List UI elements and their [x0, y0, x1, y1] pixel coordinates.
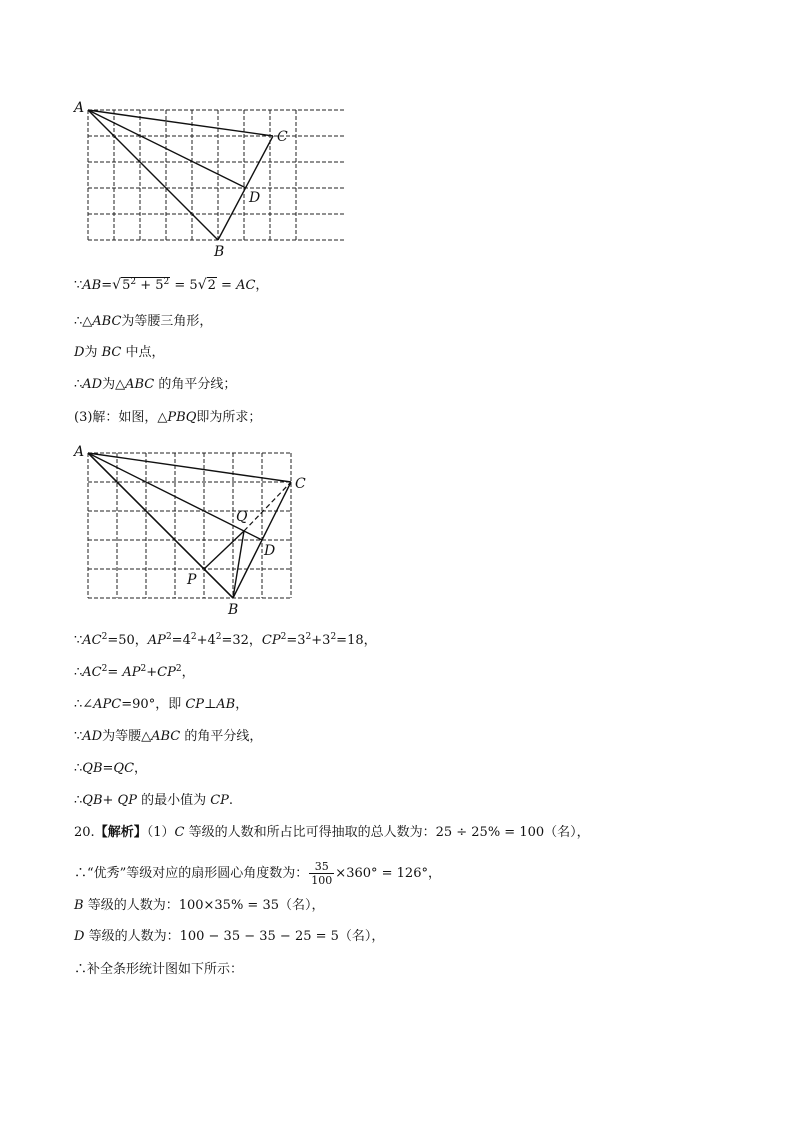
line-2: ∴△ABC为等腰三角形，: [74, 314, 213, 329]
figure2-svg: [70, 438, 320, 618]
line-12: 20.【解析】（1）C 等级的人数和所占比可得抽取的总人数为：25 ÷ 25% = 100（名），: [74, 825, 590, 840]
line-10: ∴QB=QC，: [74, 761, 148, 776]
figure1-svg: [70, 98, 300, 263]
line-16: ∴补全条形统计图如下所示：: [74, 962, 244, 977]
line-11: ∴QB+ QP 的最小值为 CP.: [74, 793, 234, 808]
label-p: P: [187, 572, 197, 588]
line-9: ∵AD为等腰△ABC 的角平分线，: [74, 729, 263, 744]
label-d: D: [249, 190, 261, 206]
label-b: B: [228, 602, 239, 618]
segment-pb: [204, 569, 233, 598]
line-8: ∴∠APC=90°，即 CP⊥AB，: [74, 697, 249, 712]
label-a: A: [74, 444, 85, 460]
label-c: C: [277, 129, 288, 145]
line-3: D为 BC 中点，: [74, 345, 165, 360]
line-15: D 等级的人数为：100 − 35 − 35 − 25 = 5（名），: [74, 929, 385, 944]
label-q: Q: [236, 509, 248, 525]
segment-ab: [88, 110, 218, 240]
figure-triangle-pbq: [70, 438, 320, 618]
line-1: $\because AB=√5^2 + 5^2 = 5√2$ = AC，: [74, 277, 269, 293]
label-c: C: [295, 476, 306, 492]
line-6: $\because AC^2=50$，$AP^2=4^2+4^2=32$，$CP^2=3^2+3^2=18$，: [74, 632, 377, 648]
label-d: D: [264, 543, 276, 559]
line-13: ∴“优秀”等级对应的扇形圆心角度数为： $\frac{35}{100}$ ×360° = 126°，: [74, 860, 441, 887]
label-a: A: [74, 100, 85, 116]
line-7: $\therefore AC^2= AP^2+CP^2$，: [74, 664, 195, 680]
line-5: (3)解：如图，△PBQ即为所求；: [74, 410, 262, 425]
line-4: ∴AD为△ABC 的角平分线；: [74, 377, 237, 392]
figure-triangle-abc: [70, 98, 300, 263]
line-14: B 等级的人数为：100×35% = 35（名），: [74, 898, 325, 913]
label-b: B: [214, 244, 225, 260]
fraction-35-100: $\frac{35}{100}$: [311, 860, 333, 887]
segment-qc-dashed: [244, 482, 291, 531]
